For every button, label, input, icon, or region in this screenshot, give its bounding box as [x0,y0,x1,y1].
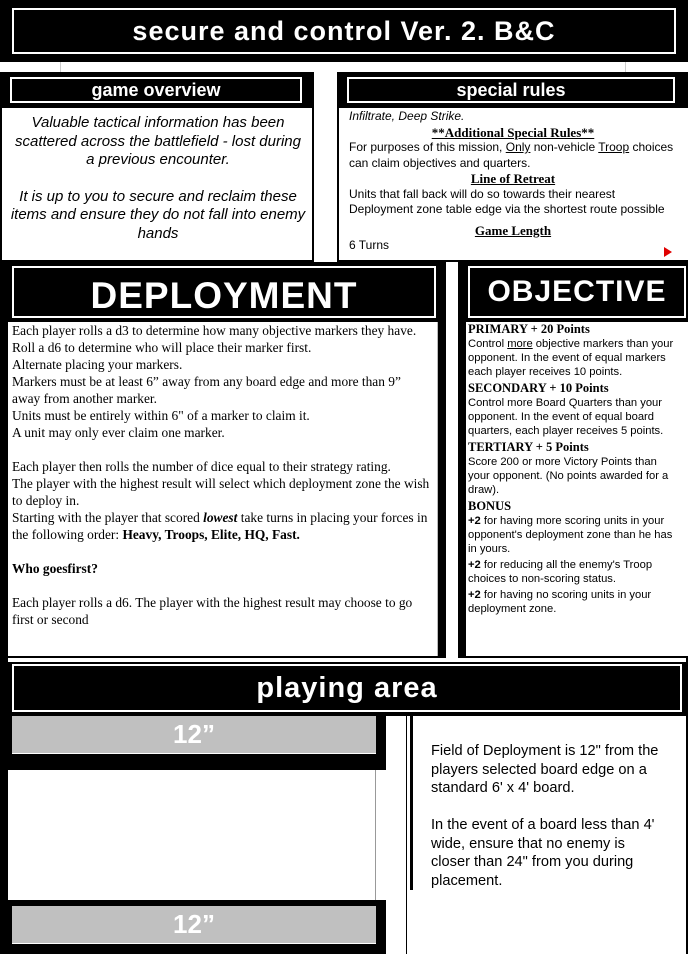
deployment-heading: DEPLOYMENT [12,266,436,318]
game-overview-panel [0,72,314,262]
special-heading: special rules [347,77,675,103]
narrow-board-text: In the event of a board less than 4' wide, ensure that no enemy is closer than 24" from you during placement. [431,817,655,889]
objective-header-bar [458,262,688,322]
additional-rules-heading: **Additional Special Rules** [431,124,595,140]
tertiary-label: TERTIARY + 5 Points [468,440,589,454]
deploy-line-5: Units must be entirely within 6" of a marker to claim it. [12,408,310,423]
deploy-line-6: A unit may only ever claim one marker. [12,425,225,440]
deployment-header-bar [0,262,446,322]
special-text [349,109,677,254]
page-title: secure and control Ver. 2. B&C [132,16,556,46]
bonus-item-1: +2 for having more scoring units in your opponent's deployment zone than he has in yours. [468,515,673,555]
bottom-deployment-zone [8,900,386,954]
special-rules-panel [337,72,688,262]
divider-line [60,62,61,72]
overview-para-2: It is up to you to secure and reclaim these items and ensure they do not fall into enemy hands [10,187,306,242]
bonus-item-2: +2 for reducing all the enemy's Troop choices to non-scoring status. [468,559,653,585]
deployment-text [12,322,432,628]
playing-area-header-bar [8,662,688,716]
scroll-arrow-icon[interactable] [664,247,672,257]
primary-text: Control more objective markers than your opponent. In the event of equal markers each player receives 10 points. [468,338,674,378]
bonus-label: BONUS [468,499,512,513]
deploy-line-3: Alternate placing your markers. [12,357,183,372]
field-of-deployment-text: Field of Deployment is 12" from the players selected board edge on a standard 6' x 4' board. [431,743,659,796]
secondary-text: Control more Board Quarters than your opponent. In the event of equal board quarters, each player receives 5 points. [468,397,664,437]
overview-header-bar [0,72,314,108]
special-line-0: Infiltrate, Deep Strike. [349,109,465,123]
special-header-bar [337,72,688,108]
deploy-line-1: Each player rolls a d3 to determine how many objective markers they have. [12,323,417,338]
game-length-text: 6 Turns [349,238,390,252]
deploy-para3: Starting with the player that scored lowest take turns in placing your forces in the following order: Heavy, Troops, Elite, HQ, Fast. [12,510,428,542]
top-deployment-zone [8,716,386,770]
divider-line [625,62,626,72]
deploy-line-4: Markers must be at least 6” away from any board edge and more than 9” away from another marker. [12,374,401,406]
board-edge-line [410,716,413,890]
secondary-label: SECONDARY + 10 Points [468,381,609,395]
deploy-para2-line-2: The player with the highest result will select which deployment zone the wish to deploy in. [12,476,430,508]
objective-heading: OBJECTIVE [468,266,686,318]
primary-label: PRIMARY + 20 Points [468,322,590,336]
retreat-text: Units that fall back will do so towards their nearest Deployment zone table edge via the shortest route possible [349,186,665,216]
bonus-item-3: +2 for having no scoring units in your deployment zone. [468,589,652,615]
playing-area-heading: playing area [12,664,682,712]
board-edge-line [406,716,407,954]
game-length-heading: Game Length [474,222,552,238]
deploy-final: Each player rolls a d6. The player with the highest result may choose to go first or second [12,595,413,627]
playing-area-description [431,742,667,890]
objective-text [468,322,678,616]
additional-rules-text: For purposes of this mission, Only non-vehicle Troop choices can claim objectives and quarters. [349,140,674,170]
tertiary-text: Score 200 or more Victory Points than your opponent. (No points awarded for a draw). [468,456,669,496]
overview-text [10,114,306,243]
title-frame [12,8,676,54]
overview-para-1: Valuable tactical information has been scattered across the battlefield - lost during a previous encounter. [15,114,301,168]
deploy-para2-line-1: Each player then rolls the number of dice equal to their strategy rating. [12,459,391,474]
overview-heading: game overview [10,77,302,103]
bottom-zone-label: 12” [173,909,215,939]
retreat-heading: Line of Retreat [470,171,556,186]
title-bar [0,0,688,62]
deploy-line-2: Roll a d6 to determine who will place their marker first. [12,340,312,355]
who-goes-first-heading: Who goesfirst? [12,561,98,576]
top-zone-label: 12” [173,719,215,749]
